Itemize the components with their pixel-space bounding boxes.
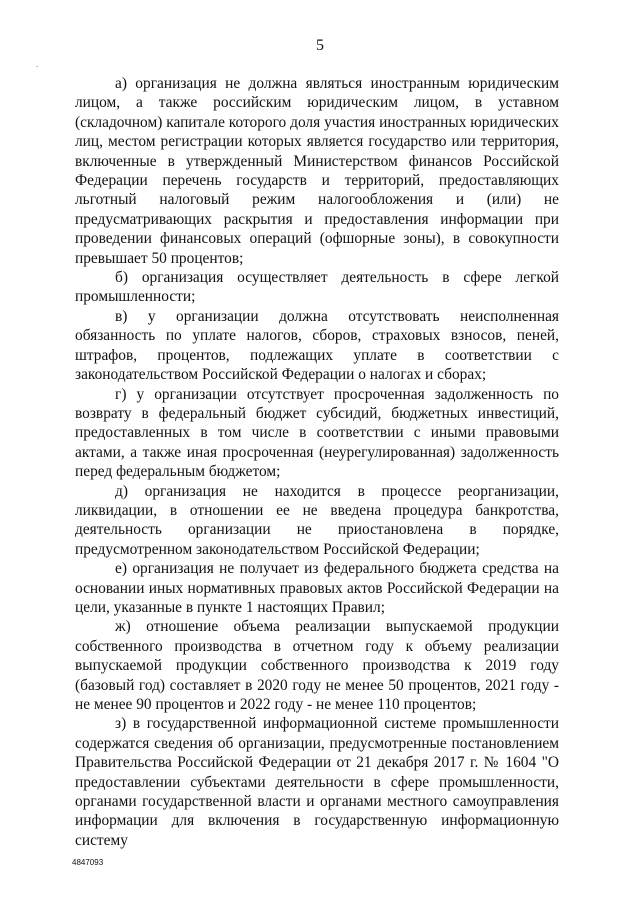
scan-margin-mark [36, 66, 38, 67]
paragraph-g: г) у организации отсутствует просроченная задолженность по возврату в федеральный бюджет субсидий, бюджетных инвестиций, предоставленных в том числе в соответствии с иными правовыми актами, а также иная просроченная (неурегулированная) задолженность перед федеральным бюджетом; [75, 385, 559, 481]
paragraph-e: е) организация не получает из федерального бюджета средства на основании иных нормативных правовых актов Российской Федерации на цели, указанные в пункте 1 настоящих Правил; [75, 560, 559, 616]
document-body [75, 74, 559, 850]
paragraph-z: з) в государственной информационной системе промышленности содержатся сведения об организации, предусмотренные постановлением Правительства Российской Федерации от 21 декабря 2017 г. № 1604 "О предоставлении субъектами деятельности в сфере промышленности, органами государственной власти и органами местного самоуправления информации для включения в государственную информационную систему [75, 715, 559, 849]
paragraph-d: д) организация не находится в процессе реорганизации, ликвидации, в отношении ее не введена процедура банкротства, деятельность организации не приостановлена в порядке, предусмотренном законодательством Российской Федерации; [75, 482, 559, 558]
document-code: 4847093 [72, 858, 104, 867]
page-number: 5 [316, 37, 324, 54]
paragraph-v: в) у организации должна отсутствовать неисполненная обязанность по уплате налогов, сборов, страховых взносов, пеней, штрафов, процентов, подлежащих уплате в соответствии с законодательством Российской Федерации о налогах и сборах; [75, 307, 559, 384]
paragraph-a: а) организация не должна являться иностранным юридическим лицом, а также российским юридическим лицом, в уставном (складочном) капитале которого доля участия иностранных юридических лиц, местом регистрации которых является государство или территория, включенные в утвержденный Министерством финансов Российской Федерации перечень государств и территорий, предоставляющих льготный налоговый режим налогообложения и (или) не предусматривающих раскрытия и предоставления информации при проведении финансовых операций (офшорные зоны), в совокупности превышает 50 процентов; [75, 75, 559, 267]
paragraph-zh: ж) отношение объема реализации выпускаемой продукции собственного производства в отчетном году к объему реализации выпускаемой продукции собственного производства к 2019 году (базовый год) составляет в 2020 году не менее 50 процентов, 2021 году - не менее 90 процентов и 2022 году - не менее 110 процентов; [75, 618, 559, 713]
paragraph-b: б) организация осуществляет деятельность в сфере легкой промышленности; [75, 269, 559, 306]
